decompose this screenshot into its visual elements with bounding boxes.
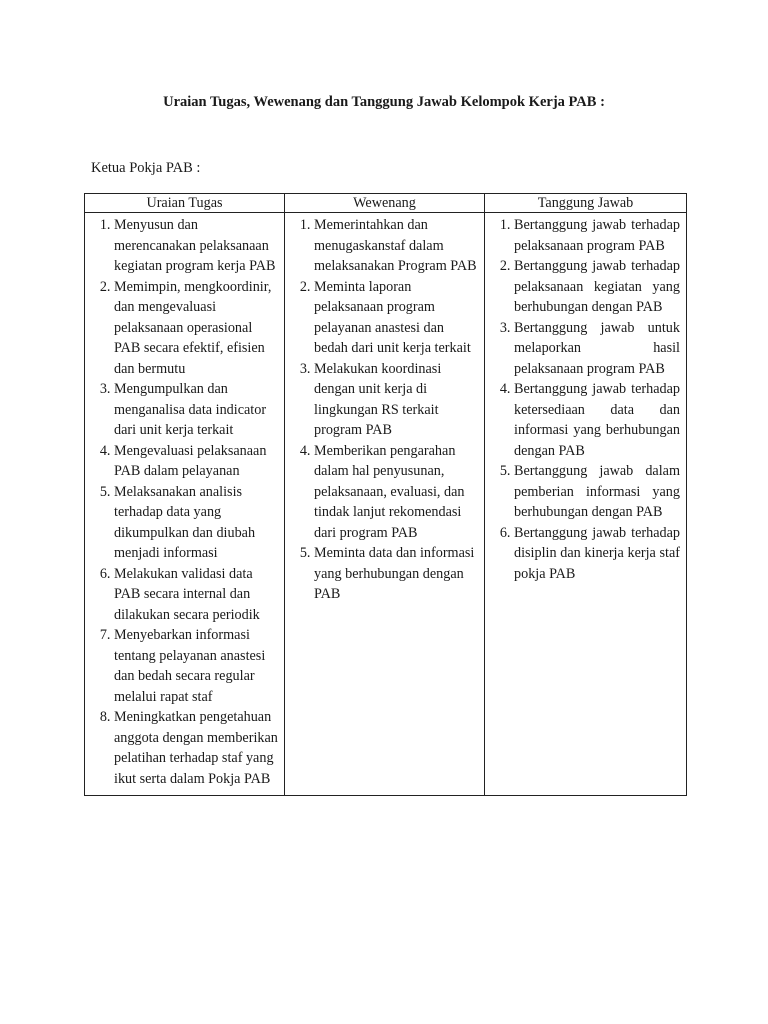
- list-item: 3. Melakukan koordinasi dengan unit kerja di lingkungan RS terkait program PAB: [314, 359, 478, 441]
- header-wewenang: Wewenang: [285, 194, 485, 213]
- uraian-tugas-cell: [85, 213, 285, 796]
- list-item: 7. Menyebarkan informasi tentang pelayanan anastesi dan bedah secara regular melalui rapat staf: [114, 625, 278, 707]
- section-subtitle: Ketua Pokja PAB :: [91, 160, 201, 176]
- duties-table: [84, 193, 687, 796]
- list-item: 2. Bertanggung jawab terhadap pelaksanaan kegiatan yang berhubungan dengan PAB: [514, 256, 680, 318]
- list-item: 4. Memberikan pengarahan dalam hal penyusunan, pelaksanaan, evaluasi, dan tindak lanjut rekomendasi dari program PAB: [314, 441, 478, 544]
- list-item: 2. Memimpin, mengkoordinir, dan mengevaluasi pelaksanaan operasional PAB secara efektif, efisien dan bermutu: [114, 277, 278, 380]
- list-item: 4. Mengevaluasi pelaksanaan PAB dalam pelayanan: [114, 441, 278, 482]
- list-item: 2. Meminta laporan pelaksanaan program pelayanan anastesi dan bedah dari unit kerja terkait: [314, 277, 478, 359]
- list-item: 3. Bertanggung jawab untuk melaporkan hasil pelaksanaan program PAB: [514, 318, 680, 380]
- list-item: 4. Bertanggung jawab terhadap ketersediaan data dan informasi yang berhubungan dengan PAB: [514, 379, 680, 461]
- wewenang-cell: [285, 213, 485, 796]
- list-item: 5. Melaksanakan analisis terhadap data yang dikumpulkan dan diubah menjadi informasi: [114, 482, 278, 564]
- list-item: 5. Bertanggung jawab dalam pemberian informasi yang berhubungan dengan PAB: [514, 461, 680, 523]
- tanggung-jawab-list: [487, 215, 680, 584]
- table-header-row: [85, 194, 687, 213]
- document-title: Uraian Tugas, Wewenang dan Tanggung Jawab Kelompok Kerja PAB :: [163, 94, 605, 110]
- list-item: 8. Meningkatkan pengetahuan anggota dengan memberikan pelatihan terhadap staf yang ikut serta dalam Pokja PAB: [114, 707, 278, 789]
- list-item: 1. Bertanggung jawab terhadap pelaksanaan program PAB: [514, 215, 680, 256]
- table-row: [85, 213, 687, 796]
- tanggung-jawab-cell: [485, 213, 687, 796]
- list-item: 1. Memerintahkan dan menugaskanstaf dalam melaksanakan Program PAB: [314, 215, 478, 277]
- header-uraian-tugas: Uraian Tugas: [85, 194, 285, 213]
- list-item: 6. Melakukan validasi data PAB secara internal dan dilakukan secara periodik: [114, 564, 278, 626]
- list-item: 1. Menyusun dan merencanakan pelaksanaan kegiatan program kerja PAB: [114, 215, 278, 277]
- list-item: 6. Bertanggung jawab terhadap disiplin dan kinerja kerja staf pokja PAB: [514, 523, 680, 585]
- uraian-tugas-list: [87, 215, 278, 789]
- header-tanggung-jawab: Tanggung Jawab: [485, 194, 687, 213]
- list-item: 5. Meminta data dan informasi yang berhubungan dengan PAB: [314, 543, 478, 605]
- list-item: 3. Mengumpulkan dan menganalisa data indicator dari unit kerja terkait: [114, 379, 278, 441]
- wewenang-list: [287, 215, 478, 605]
